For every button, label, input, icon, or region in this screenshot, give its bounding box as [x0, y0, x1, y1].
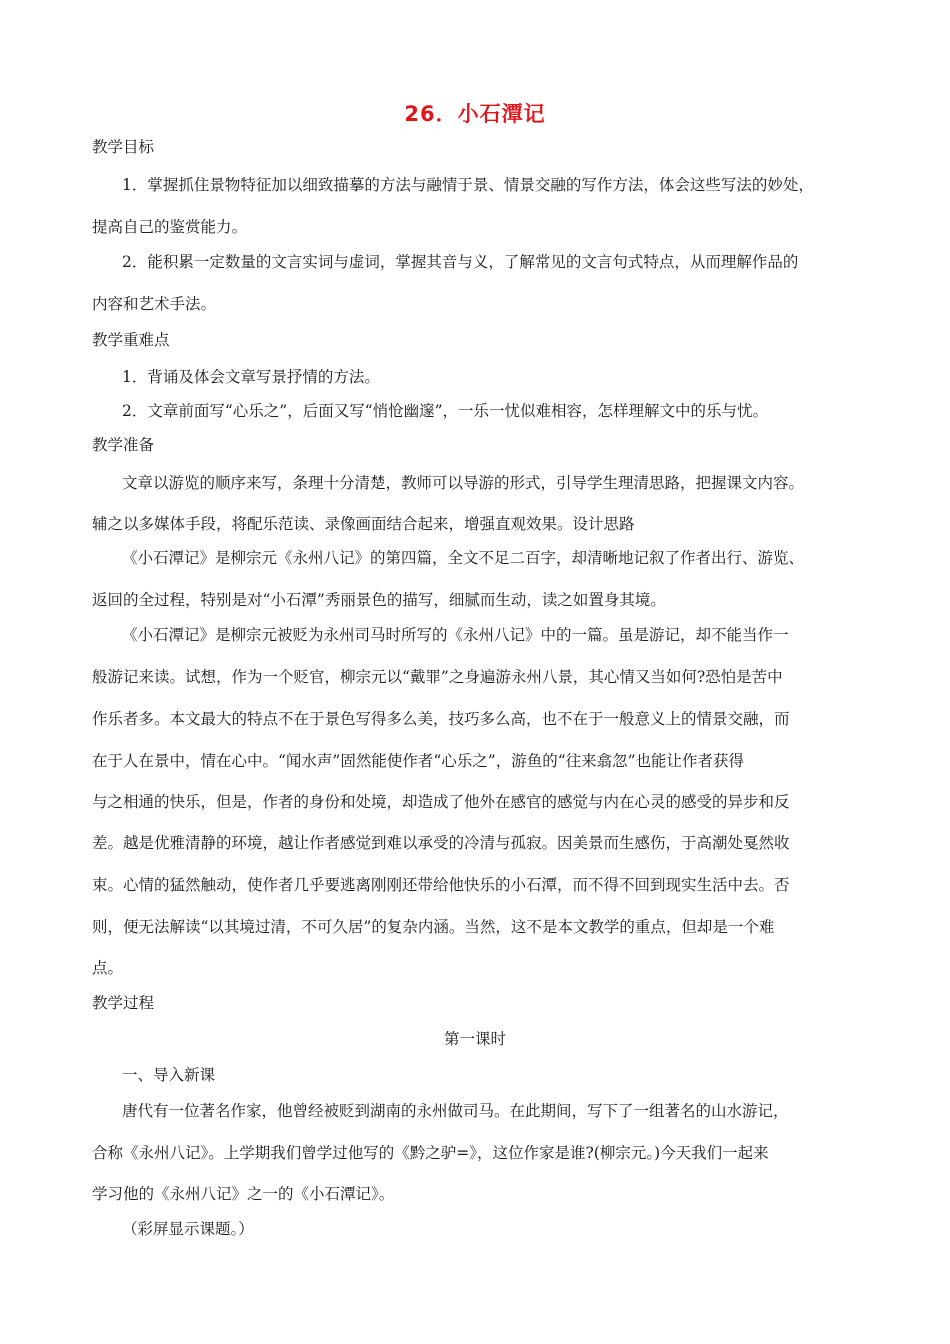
heading-key-points: 教学重难点	[92, 331, 170, 349]
para-2-line-6: 差。越是优雅清静的环境，越让作者感觉到难以承受的冷清与孤寂。因美景而生感伤，于高潮处戛然收	[92, 834, 790, 852]
para-1-line-2: 返回的全过程，特别是对“小石潭”秀丽景色的描写，细腻而生动，读之如置身其境。	[92, 591, 666, 609]
intro-line-3: 学习他的《永州八记》之一的《小石潭记》。	[92, 1185, 395, 1203]
prep-line-2: 辅之以多媒体手段，将配乐范读、录像画面结合起来，增强直观效果。设计思路	[92, 515, 635, 533]
para-2-line-8: 则，便无法解读“以其境过清，不可久居”的复杂内涵。当然，这不是本文教学的重点，但却是一个难	[92, 918, 775, 936]
section-1-heading: 一、导入新课	[122, 1066, 216, 1084]
prep-line-1: 文章以游览的顺序来写，条理十分清楚，教师可以导游的形式，引导学生理清思路，把握课文内容。	[122, 474, 805, 492]
heading-teaching-goals: 教学目标	[92, 138, 155, 156]
document-title: 26．小石潭记	[404, 102, 546, 126]
key-point-2: 2．文章前面写“心乐之”，后面又写“悄怆幽邃”，一乐一忧似难相容，怎样理解文中的乐与忧。	[122, 402, 769, 420]
para-2-line-3: 作乐者多。本文最大的特点不在于景色写得多么美，技巧多么高，也不在于一般意义上的情景交融，而	[92, 710, 790, 728]
display-note: （彩屏显示课题。）	[122, 1220, 254, 1238]
para-1-line-1: 《小石潭记》是柳宗元《永州八记》的第四篇，全文不足二百字，却清晰地记叙了作者出行、游览、	[122, 549, 805, 567]
goal-2-line-2: 内容和艺术手法。	[92, 295, 217, 313]
lesson-heading: 第一课时	[443, 1030, 506, 1048]
goal-2-line-1: 2．能积累一定数量的文言实词与虚词，掌握其音与义，了解常见的文言句式特点，从而理解作品的	[122, 253, 799, 271]
heading-preparation: 教学准备	[92, 436, 155, 454]
intro-line-1: 唐代有一位著名作家，他曾经被贬到湖南的永州做司马。在此期间，写下了一组著名的山水游记，	[122, 1102, 789, 1120]
para-2-line-1: 《小石潭记》是柳宗元被贬为永州司马时所写的《永州八记》中的一篇。虽是游记，却不能当作一	[122, 626, 789, 644]
intro-line-2: 合称《永州八记》。上学期我们曾学过他写的《黔之驴=》，这位作家是谁?(柳宗元。)今天我们一起来	[92, 1144, 769, 1162]
para-2-line-4: 在于人在景中，情在心中。“闻水声”固然能使作者“心乐之”，游鱼的“往来翕忽”也能让作者获得	[92, 752, 745, 770]
para-2-line-2: 般游记来读。试想，作为一个贬官，柳宗元以“戴罪”之身遍游永州八景，其心情又当如何?恐怕是苦中	[92, 668, 783, 686]
para-2-line-5: 与之相通的快乐，但是，作者的身份和处境，却造成了他外在感官的感觉与内在心灵的感受的异步和反	[92, 793, 790, 811]
goal-1-line-2: 提高自己的鉴赏能力。	[92, 218, 248, 236]
key-point-1: 1．背诵及体会文章写景抒情的方法。	[122, 368, 380, 386]
para-2-line-9: 点。	[92, 959, 124, 977]
para-2-line-7: 束。心情的猛然触动，使作者几乎要逃离刚刚还带给他快乐的小石潭，而不得不回到现实生活中去。否	[92, 876, 790, 894]
goal-1-line-1: 1．掌握抓住景物特征加以细致描摹的方法与融情于景、情景交融的写作方法，体会这些写法的妙处，	[122, 176, 814, 194]
heading-teaching-process: 教学过程	[92, 994, 155, 1012]
